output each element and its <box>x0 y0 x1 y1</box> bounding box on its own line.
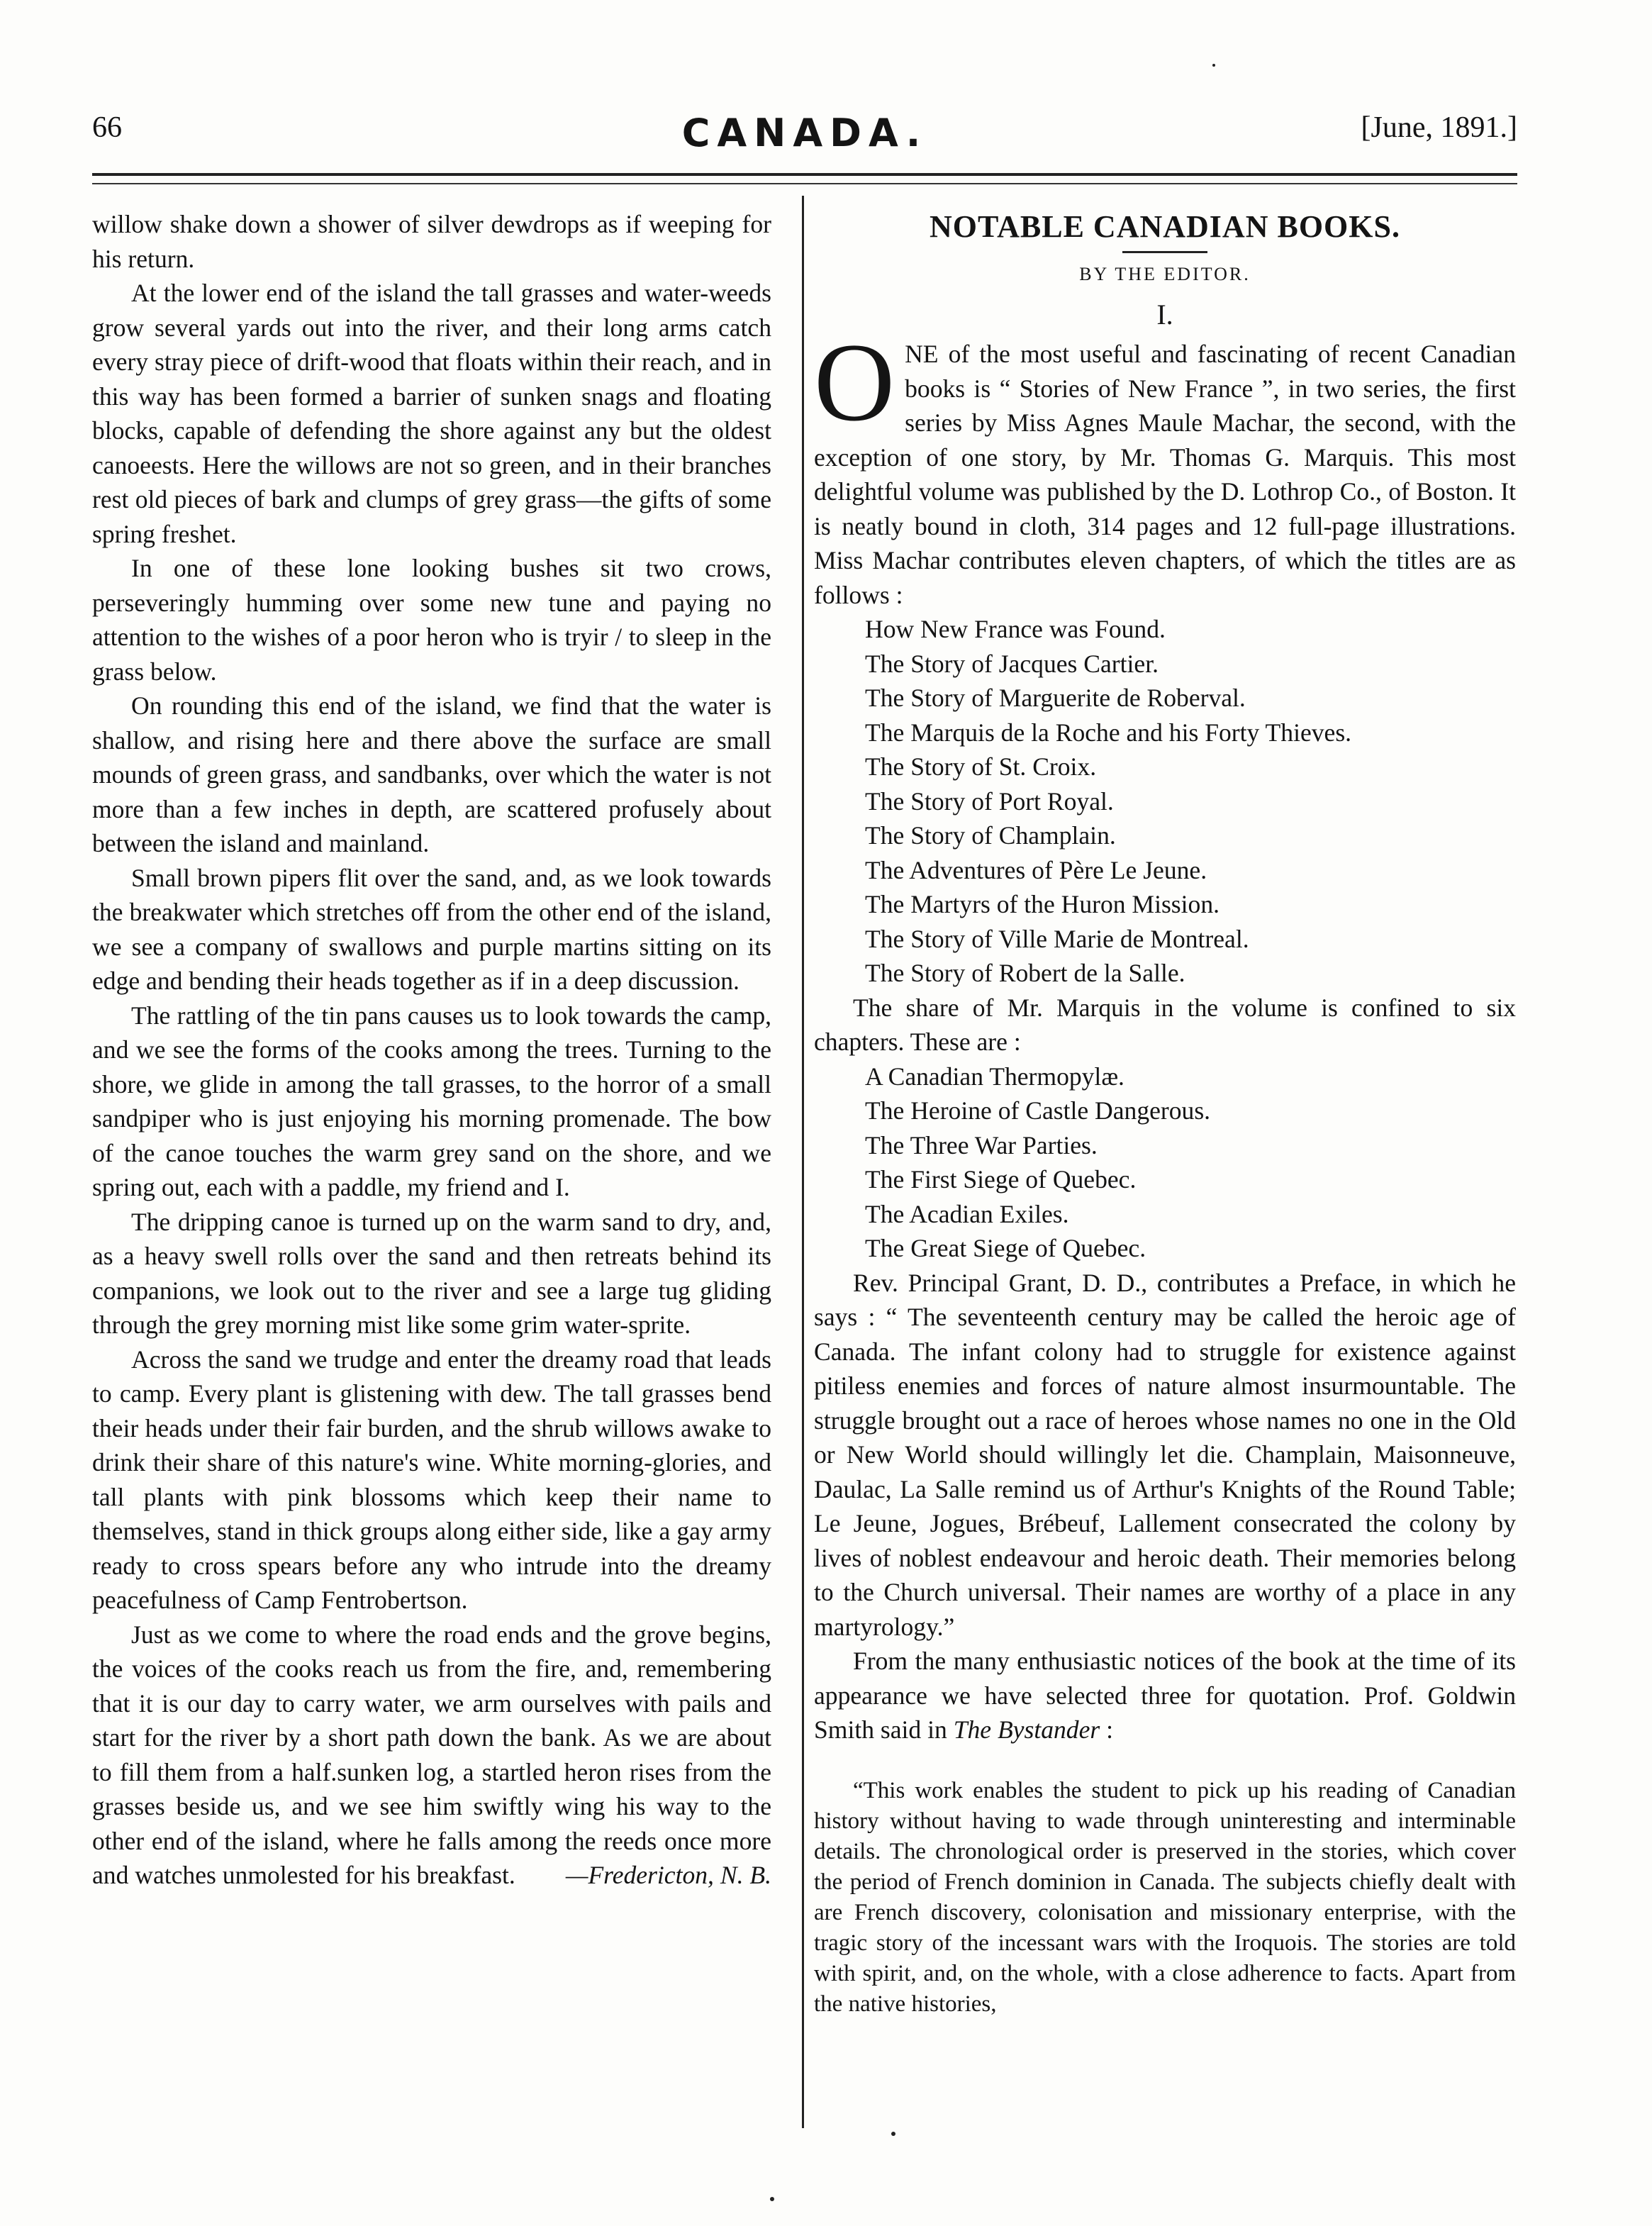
list-item: The Heroine of Castle Dangerous. <box>865 1096 1211 1125</box>
page-number: 66 <box>92 111 122 144</box>
list-item: The Story of Robert de la Salle. <box>865 959 1185 987</box>
section-number: I. <box>1156 299 1173 330</box>
title-rule <box>1122 251 1207 253</box>
print-speck <box>1212 64 1215 67</box>
bystander-quote <box>814 1776 1516 2020</box>
magazine-title: CANADA. <box>681 111 928 155</box>
intro-first-word: NE <box>905 340 939 368</box>
intro-paragraph <box>814 321 1516 612</box>
paragraph: In one of these lone looking bushes sit two crows, perseveringly humming over some new tune and paying no attention to the wishes of a poor heron who is tryir / to sleep in the grass below. <box>92 554 771 686</box>
list-item: The Martyrs of the Huron Mission. <box>865 890 1220 918</box>
list-item: The Story of Champlain. <box>865 821 1116 850</box>
list-item: A Canadian Thermopylæ. <box>865 1062 1124 1091</box>
list-item: The Great Siege of Quebec. <box>865 1234 1146 1262</box>
paragraph: At the lower end of the island the tall grasses and water-weeds grow several yards out into the river, and their long arms catch every stray piece of drift-wood that floats within their reach, and in this way has been formed a barrier of sunken snags and floating blocks, capable of defending the shore against any but the oldest canoeests. Here the willows are not so green, and in their branches rest old pieces of bark and clumps of grey grass—the gifts of some spring freshet. <box>92 279 771 548</box>
paragraph-text: Just as we come to where the road ends and the grove begins, the voices of the cooks reach us from the fire, and, remembering that it is our day to carry water, we arm ourselves with pails and start for the river by a short path down the bank. As we are about to fill them from a half.sunken log, a startled heron rises from the grasses beside us, and we see him swiftly wing his way to the other end of the island, where he falls among the reeds once more and watches unmolested for his breakfast. <box>92 1620 771 1889</box>
notices-end: : <box>1100 1715 1113 1744</box>
closing-paragraph <box>92 1618 771 1893</box>
notices-paragraph <box>814 1644 1516 1747</box>
paragraph: The rattling of the tin pans causes us to look towards the camp, and we see the forms of the cooks among the trees. Turning to the shore, we glide in among the tall grasses, to the horror of a small sandpiper who is just enjoying his morning promenade. The bow of the canoe touches the warm grey sand on the shore, and we spring out, each with a paddle, my friend and I. <box>92 1001 771 1201</box>
page-header <box>92 111 1517 160</box>
paragraph: Small brown pipers flit over the sand, and, as we look towards the breakwater which stretches off from the other end of the island, we see a company of swallows and purple martins sitting on its edge and bending their heads together as if in a deep discussion. <box>92 863 771 995</box>
quote-text: “This work enables the student to pick up his reading of Canadian history without having to wade through uninteresting and interminable details. The chronological order is preserved in the stories, which cover the period of French dominion in Canada. The subjects chiefly dealt with are French discovery, colonisation and missionary enterprise, with the tragic story of the incessant wars with the Iroquois. The stories are told with spirit, and, on the whole, with a close adherence to facts. Apart from the native histories, <box>814 1777 1516 2017</box>
list-item: How New France was Found. <box>865 615 1166 643</box>
publication-name: The Bystander <box>953 1715 1100 1744</box>
list-item: The First Siege of Quebec. <box>865 1165 1137 1193</box>
preface-paragraph: Rev. Principal Grant, D. D., contributes a Preface, in which he says : “ The seventeenth century may be called the heroic age of Canada. The infant colony had to struggle for existence against pitiless enemies and forces of nature almost insurmountable. The struggle brought out a race of heroes whose names no one in the Old or New World should willingly let die. Champlain, Maisonneuve, Daulac, La Salle remind us of Arthur's Knights of the Round Table; Le Jeune, Jogues, Brébeuf, Lallement consecrated the colony by lives of noblest endeavour and heroic death. Their memories belong to the Church universal. Their names are worthy of a place in any martyrology.” <box>814 1268 1516 1641</box>
marquis-chapter-list <box>814 1059 1516 1266</box>
notices-text: From the many enthusiastic notices of the book at the time of its appearance we have selected three for quotation. Prof. Goldwin Smith said in <box>814 1647 1516 1744</box>
article-byline: BY THE EDITOR. <box>1079 264 1251 284</box>
machar-chapter-list <box>814 612 1516 991</box>
right-column <box>814 207 1516 2020</box>
author-signature: —Fredericton, N. B. <box>565 1861 771 1889</box>
paragraph: willow shake down a shower of silver dewdrops as if weeping for his return. <box>92 210 771 273</box>
list-item: The Acadian Exiles. <box>865 1199 1069 1228</box>
marquis-intro: The share of Mr. Marquis in the volume is confined to six chapters. These are : <box>814 993 1516 1056</box>
print-speck <box>770 2197 774 2201</box>
list-item: The Story of Port Royal. <box>865 786 1114 816</box>
list-item: The Story of Jacques Cartier. <box>865 649 1159 678</box>
list-item: The Story of Ville Marie de Montreal. <box>865 924 1249 953</box>
paragraph: On rounding this end of the island, we find that the water is shallow, and rising here and there above the surface are small mounds of green grass, and sandbanks, over which the water is not more than a few inches in depth, are scattered profusely about between the island and mainland. <box>92 691 771 857</box>
article-title: NOTABLE CANADIAN BOOKS. <box>930 209 1400 244</box>
list-item: The Marquis de la Roche and his Forty Thieves. <box>865 718 1352 747</box>
drop-cap: O <box>814 321 895 445</box>
list-item: The Story of Marguerite de Roberval. <box>865 684 1246 712</box>
paragraph: Across the sand we trudge and enter the dreamy road that leads to camp. Every plant is glistening with dew. The tall grasses bend their heads under their fair burden, and the shrub willows awake to drink their share of this nature's wine. White morning-glories, and tall plants with pink blossoms which keep their name to themselves, stand in thick groups along either side, like a gay army ready to cross spears before any who intrude into the dreamy peacefulness of Camp Fentrobertson. <box>92 1345 771 1614</box>
print-speck <box>891 2132 895 2136</box>
column-divider <box>802 196 804 2128</box>
left-column <box>92 207 771 1893</box>
issue-date: [June, 1891.] <box>1361 111 1517 144</box>
list-item: The Three War Parties. <box>865 1130 1098 1159</box>
intro-text: of the most useful and fascinating of recent Canadian books is “ Stories of New France ”, in two series, the first series by Miss Agnes Maule Machar, the second, with the exception of one story, by Mr. Thomas G. Marquis. This most delightful volume was published by the D. Lothrop Co., of Boston. It is neatly bound in cloth, 314 pages and 12 full-page illustrations. Miss Machar contributes eleven chapters, of which the titles are as follows : <box>814 340 1516 609</box>
paragraph: The dripping canoe is turned up on the warm sand to dry, and, as a heavy swell rolls over the sand and then retreats behind its companions, we look out to the river and see a large tug gliding through the grey morning mist like some grim water-sprite. <box>92 1207 771 1339</box>
list-item: The Story of St. Croix. <box>865 752 1097 781</box>
list-item: The Adventures of Père Le Jeune. <box>865 855 1207 884</box>
header-rule-thin <box>92 183 1517 184</box>
header-rule-thick <box>92 173 1517 176</box>
